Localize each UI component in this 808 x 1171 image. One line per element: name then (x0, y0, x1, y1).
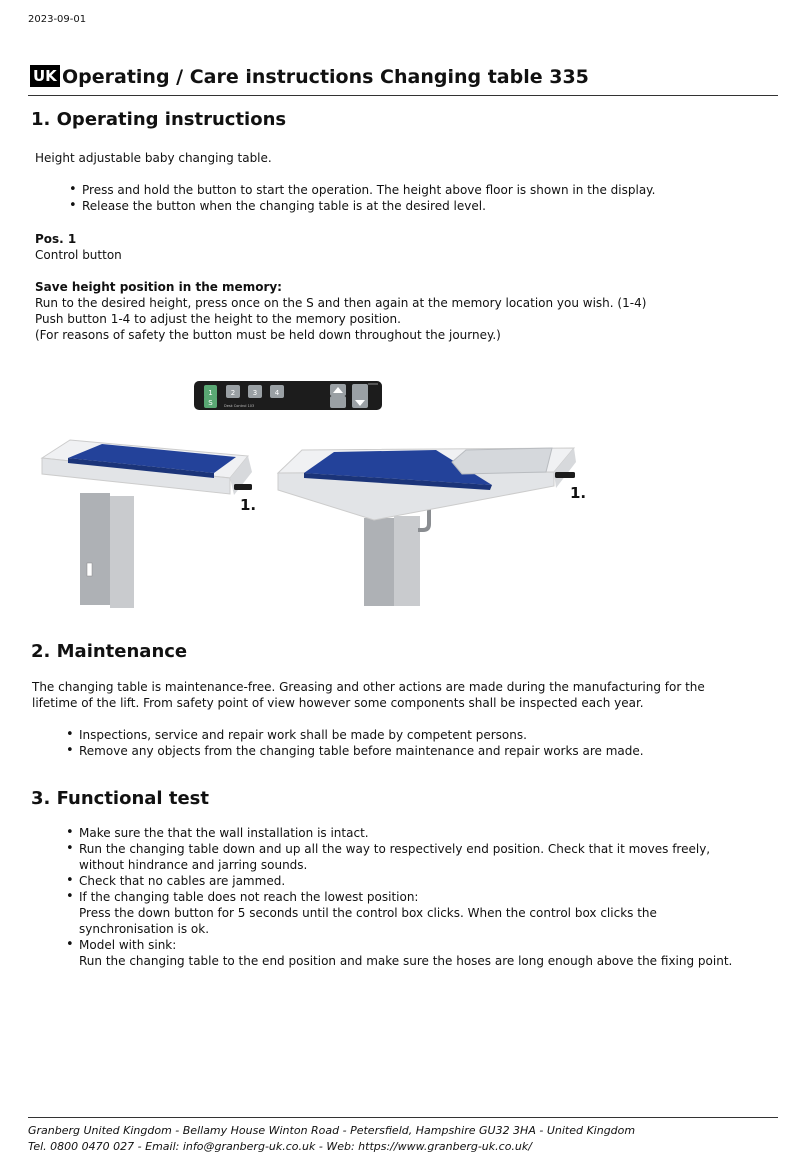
list-item (66, 937, 732, 969)
section-2-bullets (66, 727, 644, 759)
button-label: 4 (274, 389, 280, 397)
section-1-intro: Height adjustable baby changing table. (35, 151, 272, 165)
column-label (87, 563, 92, 576)
list-item-line: Run the changing table to the end position and make sure the hoses are long enough above the fixing point. (79, 954, 733, 968)
list-item (66, 889, 732, 937)
section-2-paragraph: The changing table is maintenance-free. Greasing and other actions are made during the manufacturing for the (32, 680, 705, 694)
list-item (66, 825, 732, 841)
left-column (80, 493, 110, 605)
memory-line: Push button 1-4 to adjust the height to the memory position. (35, 312, 401, 326)
memory-line: (For reasons of safety the button must be held down throughout the journey.) (35, 328, 501, 342)
footer (28, 1117, 778, 1155)
list-item-line: Press the down button for 5 seconds until the control box clicks. When the control box clicks the (79, 906, 657, 920)
up-button-lower (330, 396, 346, 408)
document-date: 2023-09-01 (28, 14, 87, 25)
button-label: 3 (252, 389, 258, 397)
table-with-sink (278, 448, 586, 606)
changing-table-illustration (34, 378, 594, 610)
changing-table-figure (34, 378, 594, 610)
list-item-line: synchronisation is ok. (79, 922, 210, 936)
section-1-heading: 1. Operating instructions (31, 109, 287, 130)
list-item-line: • Check that no cables are jammed. (79, 874, 286, 888)
button-label: S (208, 399, 213, 407)
panel-logo-strip (368, 383, 378, 385)
memory-line: Run to the desired height, press once on the S and then again at the memory location you wish. (1-4) (35, 296, 647, 310)
footer-address: Granberg United Kingdom - Bellamy House Winton Road - Petersfield, Hampshire GU32 3HA - United Kingdom (28, 1124, 636, 1137)
memory-heading: Save height position in the memory: (35, 280, 282, 294)
list-item-line: • Make sure the that the wall installation is intact. (79, 826, 369, 840)
button-label: 2 (230, 389, 236, 397)
list-item: • Release the button when the changing table is at the desired level. (69, 198, 655, 214)
right-column (364, 518, 394, 606)
control-panel (194, 381, 382, 410)
left-control-button (234, 484, 252, 490)
button-label: 1 (208, 389, 213, 397)
list-item: • Press and hold the button to start the operation. The height above floor is shown in the display. (69, 182, 655, 198)
section-2-paragraph: lifetime of the lift. From safety point of view however some components shall be inspected each year. (32, 696, 644, 710)
document-title: Operating / Care instructions Changing table 335 (62, 66, 589, 88)
footer-contact: Tel. 0800 0470 027 - Email: info@granberg-uk.co.uk - Web: https://www.granberg-uk.co.uk/ (28, 1140, 532, 1153)
section-3-bullets (66, 825, 732, 969)
list-item-line: • If the changing table does not reach the lowest position: (79, 890, 419, 904)
title-row (28, 63, 778, 96)
right-column-side (394, 516, 420, 606)
sink-basin (452, 448, 552, 474)
section-2-heading: 2. Maintenance (31, 641, 188, 662)
list-item-line: • Model with sink: (79, 938, 177, 952)
left-column-side (110, 496, 134, 608)
language-badge: UK (30, 65, 60, 87)
right-control-button (555, 472, 575, 478)
pos-text: Control button (35, 248, 122, 262)
list-item-line: without hindrance and jarring sounds. (79, 858, 308, 872)
section-3-heading: 3. Functional test (31, 788, 209, 809)
table-without-sink (42, 440, 256, 608)
list-item: • Inspections, service and repair work shall be made by competent persons. (66, 727, 644, 743)
list-item-line: • Run the changing table down and up all the way to respectively end position. Check that it moves freely, (79, 842, 711, 856)
list-item: • Remove any objects from the changing table before maintenance and repair works are made. (66, 743, 644, 759)
right-callout: 1. (570, 484, 587, 502)
panel-brand-text: Desk Control 103 (224, 404, 255, 408)
left-callout: 1. (240, 496, 257, 514)
section-1-bullets (69, 182, 655, 214)
pos-label: Pos. 1 (35, 232, 77, 246)
list-item (66, 873, 732, 889)
list-item (66, 841, 732, 873)
